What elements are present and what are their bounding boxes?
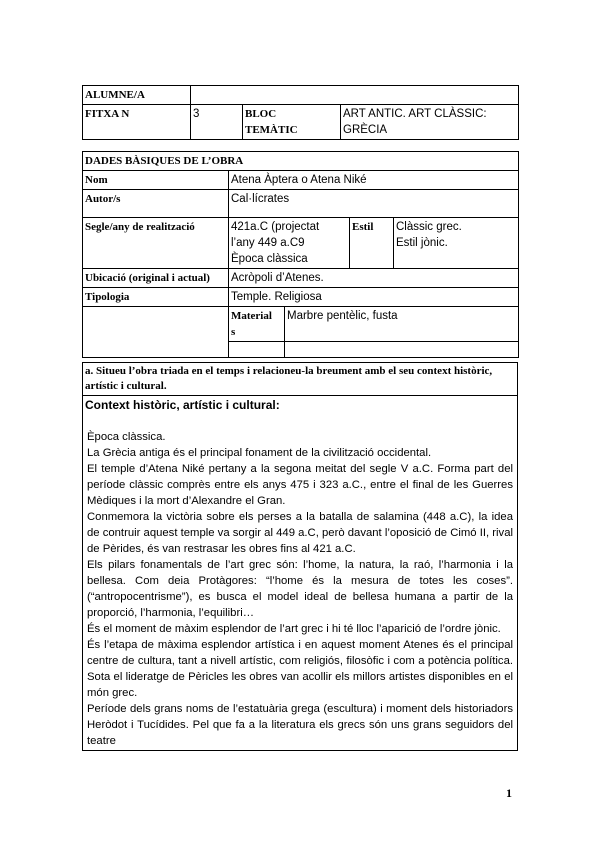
paragraph: La Grècia antiga és el principal fonament de la civilització occidental. [87, 447, 432, 459]
page-number: 1 [506, 786, 512, 800]
material-label-line-2: s [231, 326, 236, 338]
block-value: ART ANTIC. ART CLÀSSIC: GRÈCIA [341, 105, 519, 140]
style-line: Estil jònic. [396, 237, 448, 249]
basic-data-title: DADES BÀSIQUES DE L’OBRA [83, 152, 519, 171]
type-value: Temple. Religiosa [229, 288, 519, 307]
author-value: Cal·lícrates [229, 190, 519, 218]
date-line: Època clàssica [231, 253, 308, 265]
block-label-line-1: BLOC [245, 108, 277, 120]
basic-data-table [82, 151, 519, 358]
date-value [229, 218, 350, 269]
paragraph: Període dels grans noms de l’estatuària grega (escultura) i moment dels historiadors Heròdot i Tucídides. Pel que fa a la literatura els grecs són uns grans seguidors del teatre [87, 703, 513, 747]
paragraph: Els pilars fonamentals de l’art grec són: l’home, la natura, la raó, l’harmonia i la bellesa. Com deia Protàgores: “l’home és la mesura de totes les coses”. (“antropocentrisme”), es busca el model ideal de bellesa humana a partir de la proporció, l’harmonia, l’equilibri… [87, 559, 513, 619]
date-line: l’any 449 a.C9 [231, 237, 305, 249]
sheet-label: FITXA N [83, 105, 191, 140]
name-label: Nom [83, 171, 229, 190]
section-a-heading: Context històric, artístic i cultural: [85, 398, 280, 412]
block-label-line-2: TEMÀTIC [245, 124, 298, 136]
student-label: ALUMNE/A [83, 86, 191, 105]
header-table [82, 85, 519, 140]
paragraph: És l’etapa de màxima esplendor artística i en aquest moment Atenes és el principal centre de cultura, tant a nivell artístic, com religiós, filosòfic i com a potència política. Sota el lideratge de Pèricles les obres van acollir els millors artistes disponibles en el món grec. [87, 639, 513, 699]
material-label [229, 307, 285, 342]
empty-cell [83, 307, 229, 358]
date-label: Segle/any de realització [83, 218, 229, 269]
paragraph: És el moment de màxim esplendor de l’art grec i hi té lloc l’aparició de l’ordre jònic. [87, 623, 501, 635]
style-label: Estil [350, 218, 394, 269]
style-line: Clàssic grec. [396, 221, 462, 233]
section-a-text [85, 429, 515, 749]
paragraph: Època clàssica. [87, 431, 166, 443]
sheet-number: 3 [191, 105, 243, 140]
type-label: Tipologia [83, 288, 229, 307]
paragraph: El temple d’Atena Niké pertany a la segona meitat del segle V a.C. Forma part del període clàssic comprès entre els anys 475 i 323 a.C., entre el final de les Guerres Mèdiques i la mort d’Alexandre el Gran. [87, 463, 513, 507]
style-value [394, 218, 519, 269]
location-label: Ubicació (original i actual) [83, 269, 229, 288]
section-a-answer [83, 396, 518, 751]
paragraph: Conmemora la victòria sobre els perses a la batalla de salamina (448 a.C), la idea de contruir aquest temple va sorgir al 449 a.C, però davant l’oposició de Cimó II, rival de Pèrides, és van restrasar les obres fins al 421 a.C. [87, 511, 513, 555]
location-value: Acròpoli d’Atenes. [229, 269, 519, 288]
section-a-table [82, 362, 518, 751]
name-value: Atena Àptera o Atena Niké [229, 171, 519, 190]
empty-cell [229, 342, 285, 358]
material-value: Marbre pentèlic, fusta [285, 307, 519, 342]
student-value [191, 86, 519, 105]
author-label: Autor/s [83, 190, 229, 218]
material-label-line-1: Material [231, 310, 272, 322]
block-label [243, 105, 341, 140]
section-a-question: a. Situeu l’obra triada en el temps i relacioneu-la breument amb el seu context històric, artístic i cultural. [83, 363, 518, 396]
date-line: 421a.C (projectat [231, 221, 320, 233]
empty-cell [285, 342, 519, 358]
